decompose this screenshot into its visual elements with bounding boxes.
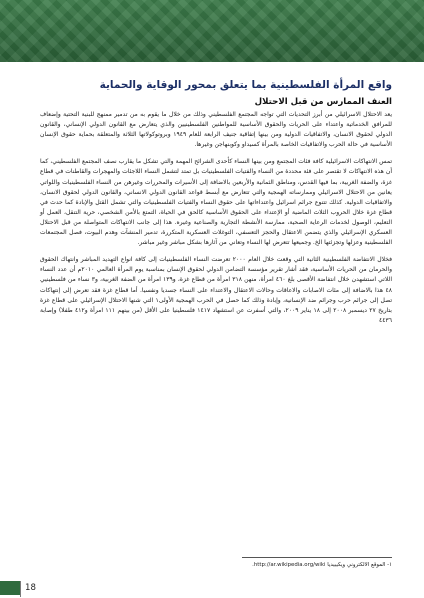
footnote: ١- الموقع الالكتروني ويكيبيديا http://ar.wikipedia.org/wiki.: [252, 562, 392, 568]
paragraph-1: يعد الاحتلال الاسرائيلي من أبرز التحديات التي تواجه المجتمع الفلسطيني وذلك من خلال ما يقوم به من تدمير ممنهج للبنية التحتية وإضعاف للمرافق الخدماتية واعتداء على الحريات والحقوق الأساسية للمواطنين الفلسطينيين والذي يتعارض مع القانون الدولي الإنساني، والقانون الدولي لحقوق الانسان، والاتفاقيات الدولية ومن بينها إتفاقية جنيف الرابعة للعام ١٩٤٩ وبروتوكولاتها الثلاثة والمتعلقة بحماية حقوق الإنسان الأساسية في حالة الحرب والاتفاقيات الخاصة بالمرأة كسيداو وكوبنهاجن وغيرها.: [40, 111, 393, 149]
page-content: [40, 78, 392, 333]
page-number: 18: [25, 583, 36, 593]
paragraph-2: تمس الانتهاكات الاسرائيلية كافة فئات المجتمع ومن بينها النساء كأحدى الشرائح المهمة والتي تشكل ما يقارب نصف المجتمع الفلسطيني، كما أن هذه الانتهاكات لا تقتصر على فئة محددة من النساء والفتيات الفلسطينيات بل تمتد لتشمل النساء اللاجئات والمهجرات والقاطنات في قطاع غزة، والضفة الغربية، بما فيها القدس، ومناطق الثمانية والأربعين بالاضافة إلى الأسيرات والمحررات وغيرهن من النساء الفلسطينيات واللواتي يعانين من الاحتلال الاسرائيلي وممارساته الهمجية والتي تتعارض مع أبسط قواعد القانون الدولي الانساني، والقانون الدولي لحقوق الانسان، والاتفاقيات الدولية. كذلك تتنوع جرائم اسرائيل واعتداءاتها على حقوق النساء والفتيات الفلسطينيات والتي تشمل القتل والإبادة كما حدث في قطاع غزة خلال الحروب الثلاث الماضية أو الإعتداء على الحقوق الأساسية كالحق في الحياة، التمتع بالأمن الشخصي، حرية التنقل، العمل أو التعليم، الوصول لخدمات الرعاية الصحية، ممارسة الأنشطة التجارية والصناعية وغيره. هذا إلى جانب الانتهاكات المتواصلة من قبل الاحتلال العسكري الإسرائيلي والذي يتضمن الاعتقال والحجز التعسفي، التوغلات العسكرية المتكررة، تدمير المنشآت وهدم البيوت، فصل المجتمعات الفلسطينية وعزلها وتجزئتها الخ. وجميعها تتعرض لها النساء وتعاني من آثارها بشكل مباشر وغير مباشر.: [40, 158, 392, 247]
page-number-divider: [20, 581, 21, 597]
decorative-header-band: [0, 0, 424, 62]
page-number-marker: [0, 581, 20, 595]
page-title: واقع المرأة الفلسطينية بما يتعلق بمحور الوقاية والحماية: [99, 79, 392, 91]
section-heading: العنف الممارس من قبل الاحتلال: [254, 97, 392, 107]
paragraph-3: فخلال الانتفاضة الفلسطينية الثانية التي وقعت خلال العام ٢٠٠٠ تعرضت النساء الفلسطينيات إلى كافة انواع التهديد المباشر وانتهاك الحقوق والحرمان من الحريات الأساسية، فقد أشار تقرير مؤسسة التضامن الدولي لحقوق الإنسان بمناسبة يوم المرأة العالمي ٢٠١٠م أن عدد النساء اللاتي استشهدن خلال انتفاضة الأقصى بلغ ٤٦٠ امرأة، منهن ٣١٨ امرأة من قطاع غزة، و١٣٩ امرأة من الضفة الغربية، و٣ نساء من فلسطينيي ٤٨ هذا بالاضافة إلى مئات الاصابات والاعاقات وحالات الاعتقال والاعتداء على النساء جسديا ونفسيا. أما قطاع غزة فقد تعرض إلى إنتهاكات تصل إلى جرائم حرب وجرائم ضد الإنسانية، وإبادة وذلك كما حصل في الحرب الهمجية الأولى١ التي شنها الاحتلال الإسرائيلي على قطاع غزة بتاريخ ٢٧ ديسمبر ٢٠٠٨ إلى ١٨ يناير ٢٠٠٩، والتي أسفرت عن استشهاد ١٤١٧ فلسطينيا على الأقل (من بينهم ١١١ امرأة و٤١٢ طفلا) وإصابة ٤٤٣٦: [40, 256, 393, 324]
footnote-divider: [242, 557, 392, 558]
